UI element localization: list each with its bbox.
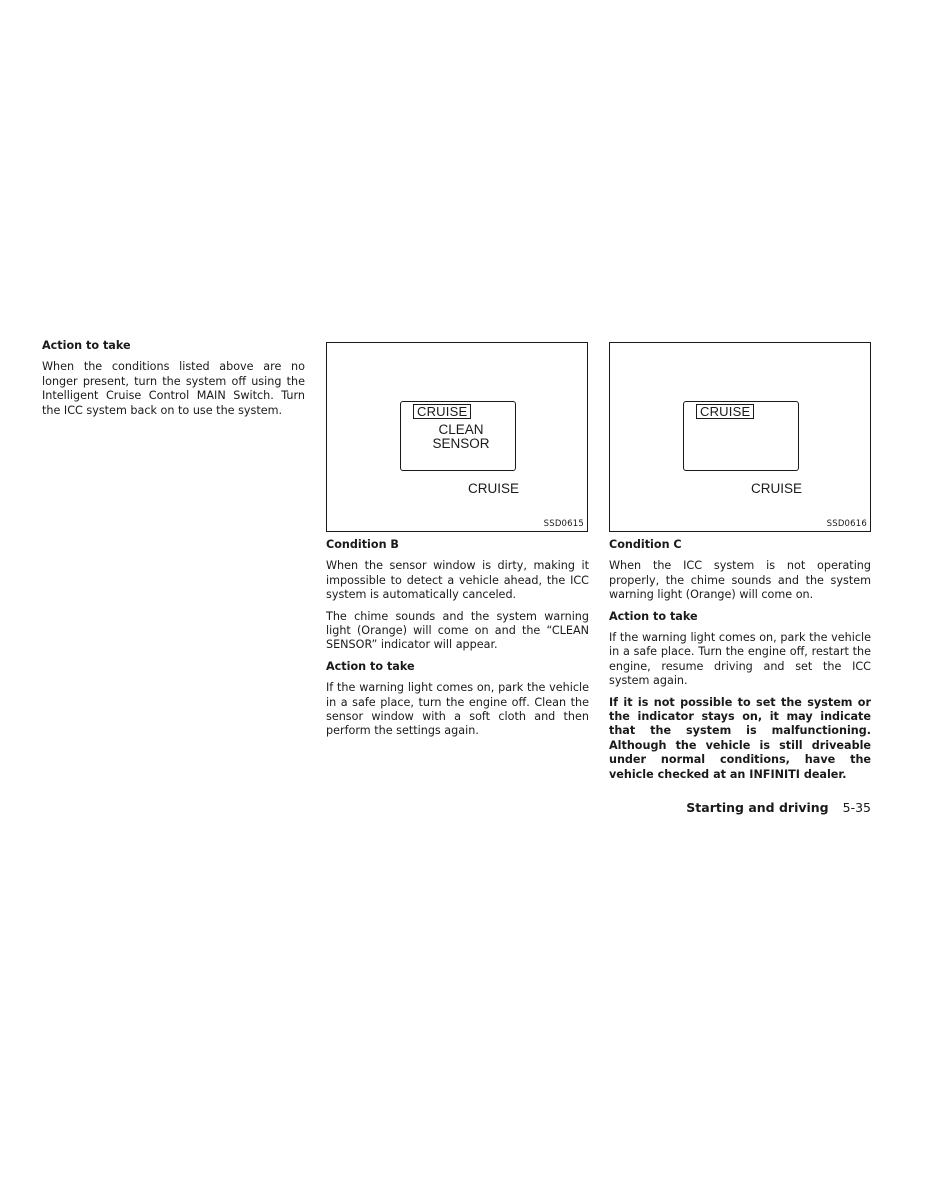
clean-sensor-text bbox=[401, 423, 515, 451]
figure-condition-b bbox=[326, 342, 588, 532]
page-footer bbox=[686, 800, 871, 816]
clean-sensor-line1: CLEAN bbox=[438, 422, 484, 437]
footer-section-title: Starting and driving bbox=[686, 800, 829, 815]
condition-c-column bbox=[609, 538, 871, 782]
display-panel bbox=[400, 401, 516, 471]
condition-c-heading: Condition C bbox=[609, 538, 682, 551]
condition-b-paragraph2: The chime sounds and the system warning light (Orange) will come on and the “CLEAN SENSOR” indicator will appear. bbox=[326, 609, 589, 652]
left-column bbox=[42, 339, 305, 425]
condition-c-action-heading: Action to take bbox=[609, 609, 698, 623]
condition-b-heading: Condition B bbox=[326, 538, 399, 551]
figure-condition-c bbox=[609, 342, 871, 532]
action-paragraph: When the conditions listed above are no longer present, turn the system off using the Intelligent Cruise Control MAIN Switch. Turn the ICC system back on to use the system. bbox=[42, 360, 305, 417]
clean-sensor-line2: SENSOR bbox=[432, 436, 490, 451]
action-heading: Action to take bbox=[42, 339, 131, 352]
condition-b-action-heading: Action to take bbox=[326, 659, 415, 673]
condition-c-paragraph1: When the ICC system is not operating properly, the chime sounds and the system warning light (Orange) will come on. bbox=[609, 559, 871, 602]
cruise-tag: CRUISE bbox=[413, 404, 471, 419]
condition-b-paragraph1: When the sensor window is dirty, making it impossible to detect a vehicle ahead, the ICC system is automatically canceled. bbox=[326, 559, 589, 602]
cruise-tag: CRUISE bbox=[696, 404, 754, 419]
figure-code: SSD0615 bbox=[543, 519, 584, 529]
condition-b-action-paragraph: If the warning light comes on, park the vehicle in a safe place, turn the engine off. Clean the sensor window with a soft cloth and then perform the settings again. bbox=[326, 681, 589, 738]
condition-c-action-paragraph: If the warning light comes on, park the vehicle in a safe place. Turn the engine off, restart the engine, resume driving and set the ICC system again. bbox=[609, 631, 871, 688]
page-number: 5-35 bbox=[842, 800, 871, 815]
condition-b-column bbox=[326, 538, 589, 746]
cruise-indicator-label: CRUISE bbox=[751, 481, 803, 496]
condition-c-warning-paragraph: If it is not possible to set the system or the indicator stays on, it may indicate that the system is malfunctioning. Although the vehicle is still driveable under normal conditions, have the vehicle checked at an INFINITI dealer. bbox=[609, 695, 871, 781]
cruise-indicator-label: CRUISE bbox=[468, 481, 520, 496]
display-panel bbox=[683, 401, 799, 471]
figure-code: SSD0616 bbox=[826, 519, 867, 529]
